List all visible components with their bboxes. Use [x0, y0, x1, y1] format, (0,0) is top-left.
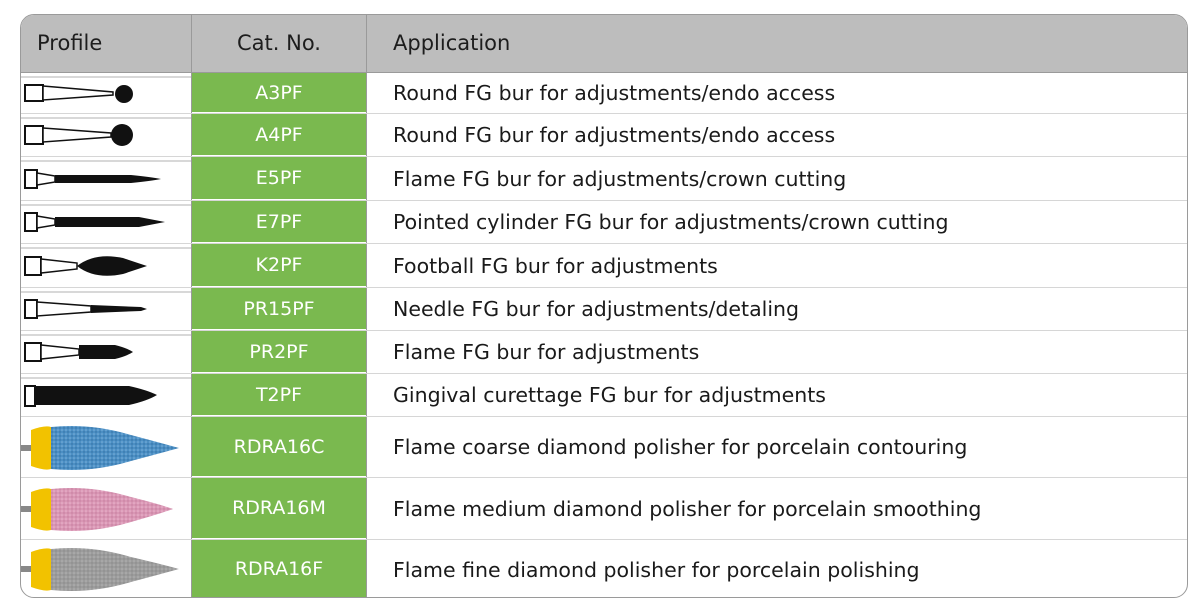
- header-profile: Profile: [37, 31, 103, 55]
- cat-no-cell: A4PF: [192, 114, 366, 156]
- table-row: [21, 244, 1187, 288]
- cat-no-cell: PR2PF: [192, 331, 366, 373]
- application-cell: Round FG bur for adjustments/endo access: [366, 114, 1187, 156]
- table-row: [21, 478, 1187, 540]
- application-cell: Round FG bur for adjustments/endo access: [366, 73, 1187, 113]
- cat-no-cell: E7PF: [192, 201, 366, 243]
- table-row: [21, 114, 1187, 157]
- product-table: [20, 14, 1188, 598]
- gingival-curettage-bur-icon: [21, 374, 191, 416]
- application-cell: Pointed cylinder FG bur for adjustments/crown cutting: [366, 201, 1187, 243]
- cat-no-cell: RDRA16C: [192, 417, 366, 477]
- blue-coarse-polisher-icon: [21, 417, 191, 477]
- grey-fine-polisher-icon: [21, 540, 191, 598]
- cat-no-cell: E5PF: [192, 157, 366, 200]
- round-large-bur-icon: [21, 114, 191, 156]
- table-row: [21, 201, 1187, 244]
- application-cell: Flame FG bur for adjustments/crown cutting: [366, 157, 1187, 200]
- table-row: [21, 331, 1187, 374]
- table-row: [21, 288, 1187, 331]
- table-header: [21, 15, 1187, 73]
- needle-bur-icon: [21, 288, 191, 330]
- cat-no-cell: PR15PF: [192, 288, 366, 330]
- application-cell: Football FG bur for adjustments: [366, 244, 1187, 287]
- table-row: [21, 157, 1187, 201]
- flame-short-bur-icon: [21, 331, 191, 373]
- header-cat-no: Cat. No.: [191, 15, 366, 72]
- application-cell: Needle FG bur for adjustments/detaling: [366, 288, 1187, 330]
- round-small-bur-icon: [21, 73, 191, 113]
- cat-no-cell: RDRA16F: [192, 540, 366, 598]
- cat-no-cell: K2PF: [192, 244, 366, 287]
- pink-medium-polisher-icon: [21, 478, 191, 539]
- football-bur-icon: [21, 244, 191, 287]
- application-cell: Flame fine diamond polisher for porcelain polishing: [366, 540, 1187, 598]
- application-cell: Flame coarse diamond polisher for porcelain contouring: [366, 417, 1187, 477]
- table-row: [21, 73, 1187, 114]
- header-application: Application: [366, 15, 1187, 72]
- table-row: [21, 540, 1187, 598]
- application-cell: Gingival curettage FG bur for adjustments: [366, 374, 1187, 416]
- cat-no-cell: RDRA16M: [192, 478, 366, 539]
- application-cell: Flame FG bur for adjustments: [366, 331, 1187, 373]
- table-row: [21, 417, 1187, 478]
- flame-long-bur-icon: [21, 157, 191, 200]
- application-cell: Flame medium diamond polisher for porcelain smoothing: [366, 478, 1187, 539]
- cat-no-cell: T2PF: [192, 374, 366, 416]
- cat-no-cell: A3PF: [192, 73, 366, 113]
- table-row: [21, 374, 1187, 417]
- pointed-cylinder-bur-icon: [21, 201, 191, 243]
